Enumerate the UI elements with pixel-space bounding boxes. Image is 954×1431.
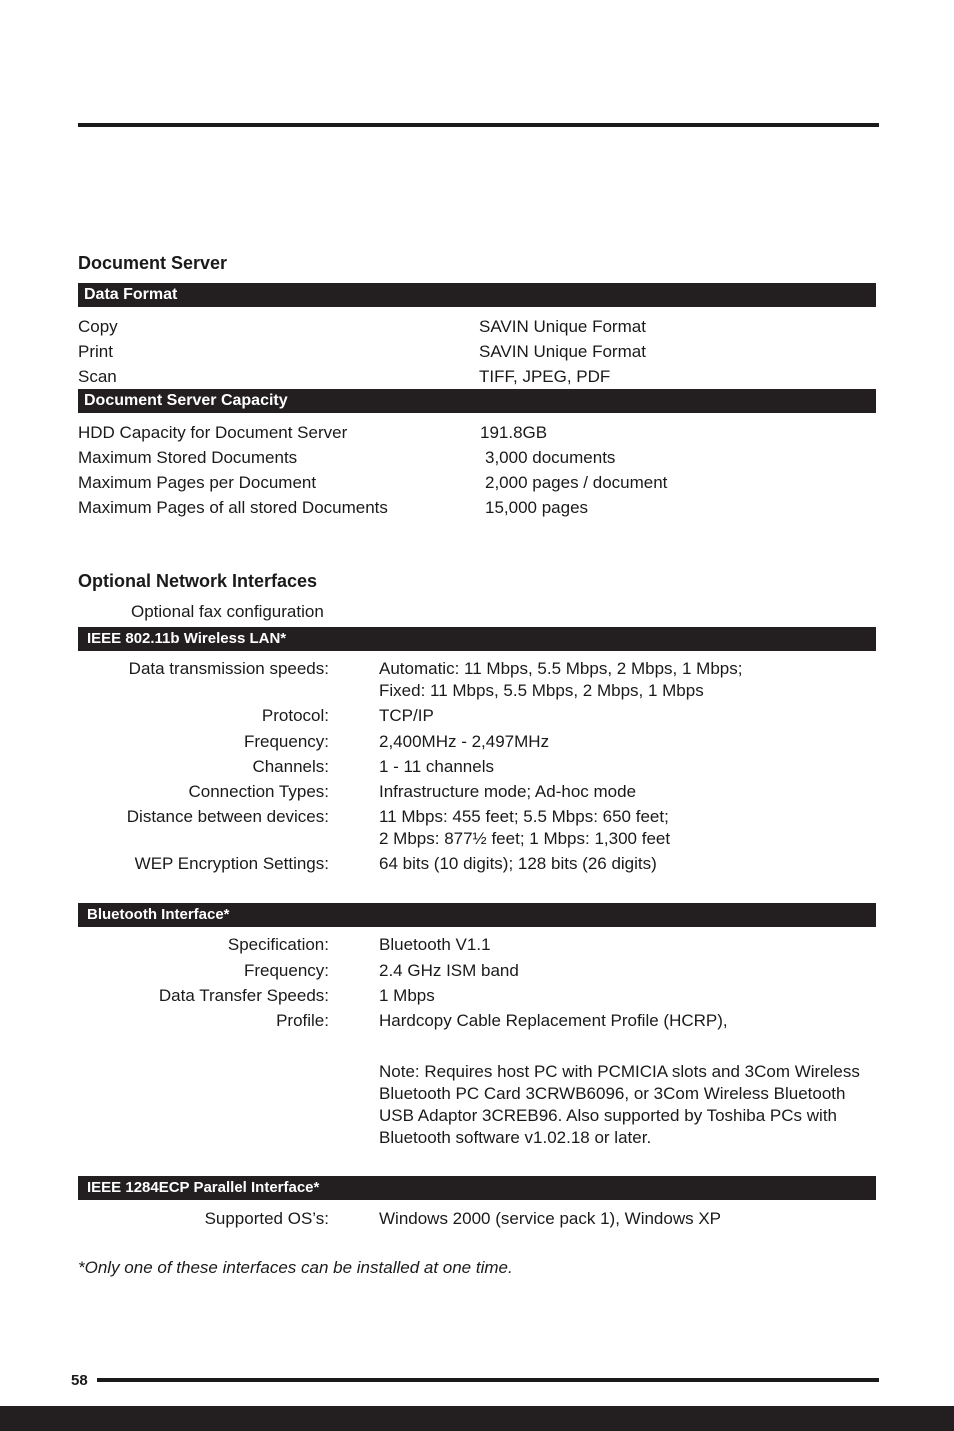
row-label: Print	[78, 342, 113, 361]
spec-value	[379, 960, 879, 982]
note-line: Note: Requires host PC with PCMICIA slots and 3Com Wireless	[379, 1062, 860, 1081]
spec-label: Specification:	[227, 935, 329, 954]
row-label: Copy	[78, 317, 118, 336]
spec-value-line: Windows 2000 (service pack 1), Windows XP	[379, 1209, 722, 1228]
row-label: Maximum Stored Documents	[78, 448, 298, 467]
spec-label: WEP Encryption Settings:	[134, 854, 329, 873]
spec-value-line: Automatic: 11 Mbps, 5.5 Mbps, 2 Mbps, 1 Mbps;	[379, 659, 743, 678]
note-line: Bluetooth PC Card 3CRWB6096, or 3Com Wireless Bluetooth	[379, 1084, 846, 1103]
data-format-row	[78, 364, 878, 389]
spec-value-line: 11 Mbps: 455 feet; 5.5 Mbps: 650 feet;	[379, 807, 669, 826]
row-label: HDD Capacity for Document Server	[78, 423, 348, 442]
header-parallel-interface: IEEE 1284ECP Parallel Interface*	[78, 1176, 876, 1200]
row-label: Scan	[78, 367, 117, 386]
section-title-network-interfaces: Optional Network Interfaces	[78, 571, 318, 591]
top-rule	[78, 123, 879, 127]
bottom-band	[0, 1406, 954, 1431]
spec-label: Frequency:	[243, 732, 329, 751]
spec-label: Supported OS’s:	[204, 1209, 329, 1228]
spec-label: Frequency:	[243, 961, 329, 980]
header-document-server-capacity: Document Server Capacity	[78, 389, 876, 413]
spec-value	[379, 1208, 879, 1230]
spec-label: Profile:	[276, 1011, 329, 1030]
spec-value	[379, 1010, 879, 1032]
spec-value-line: TCP/IP	[379, 706, 434, 725]
spec-value	[379, 806, 879, 850]
header-wireless-lan: IEEE 802.11b Wireless LAN*	[78, 627, 876, 651]
page-number: 58	[71, 1372, 88, 1389]
spec-label: Data Transfer Speeds:	[158, 986, 329, 1005]
spec-value	[379, 658, 879, 702]
bottom-rule	[97, 1378, 879, 1382]
subtitle-fax-configuration: Optional fax configuration	[131, 602, 324, 621]
spec-value-line: Hardcopy Cable Replacement Profile (HCRP),	[379, 1011, 728, 1030]
spec-value-line: 2,400MHz - 2,497MHz	[379, 732, 550, 751]
row-label: Maximum Pages of all stored Documents	[78, 498, 388, 517]
data-format-row	[78, 314, 878, 339]
spec-value	[379, 705, 879, 727]
spec-value	[379, 853, 879, 875]
spec-label: Protocol:	[261, 706, 329, 725]
row-value: TIFF, JPEG, PDF	[479, 367, 611, 386]
capacity-row	[78, 495, 878, 520]
spec-label: Channels:	[252, 757, 329, 776]
spec-value	[379, 781, 879, 803]
row-value: 2,000 pages / document	[485, 473, 668, 492]
spec-value-line: 2.4 GHz ISM band	[379, 961, 519, 980]
spec-value-line: Fixed: 11 Mbps, 5.5 Mbps, 2 Mbps, 1 Mbps	[379, 681, 704, 700]
spec-value	[379, 731, 879, 753]
capacity-row	[78, 445, 878, 470]
spec-value-line: 1 Mbps	[379, 986, 435, 1005]
capacity-row	[78, 420, 878, 445]
footnote: *Only one of these interfaces can be installed at one time.	[78, 1258, 513, 1277]
spec-label: Data transmission speeds:	[128, 659, 329, 678]
header-bluetooth-interface: Bluetooth Interface*	[78, 903, 876, 927]
spec-value-line: 1 - 11 channels	[379, 757, 494, 776]
row-value: 191.8GB	[480, 423, 548, 442]
spec-value-line: 64 bits (10 digits); 128 bits (26 digits)	[379, 854, 657, 873]
row-label: Maximum Pages per Document	[78, 473, 317, 492]
spec-value-line: Bluetooth V1.1	[379, 935, 491, 954]
spec-value	[379, 985, 879, 1007]
section-title-document-server: Document Server	[78, 253, 228, 273]
note-line: Bluetooth software v1.02.18 or later.	[379, 1128, 652, 1147]
spec-label: Distance between devices:	[126, 807, 329, 826]
spec-value	[379, 756, 879, 778]
note-line: USB Adaptor 3CREB96. Also supported by Toshiba PCs with	[379, 1106, 837, 1125]
capacity-row	[78, 470, 878, 495]
spec-value-line: 2 Mbps: 877½ feet; 1 Mbps: 1,300 feet	[379, 829, 671, 848]
row-value: SAVIN Unique Format	[479, 342, 646, 361]
spec-label: Connection Types:	[188, 782, 329, 801]
spec-value	[379, 934, 879, 956]
header-data-format: Data Format	[78, 283, 876, 307]
data-format-row	[78, 339, 878, 364]
row-value: SAVIN Unique Format	[479, 317, 646, 336]
row-value: 3,000 documents	[485, 448, 616, 467]
spec-value-line: Infrastructure mode; Ad-hoc mode	[379, 782, 637, 801]
note-text	[379, 1061, 879, 1149]
row-value: 15,000 pages	[485, 498, 589, 517]
